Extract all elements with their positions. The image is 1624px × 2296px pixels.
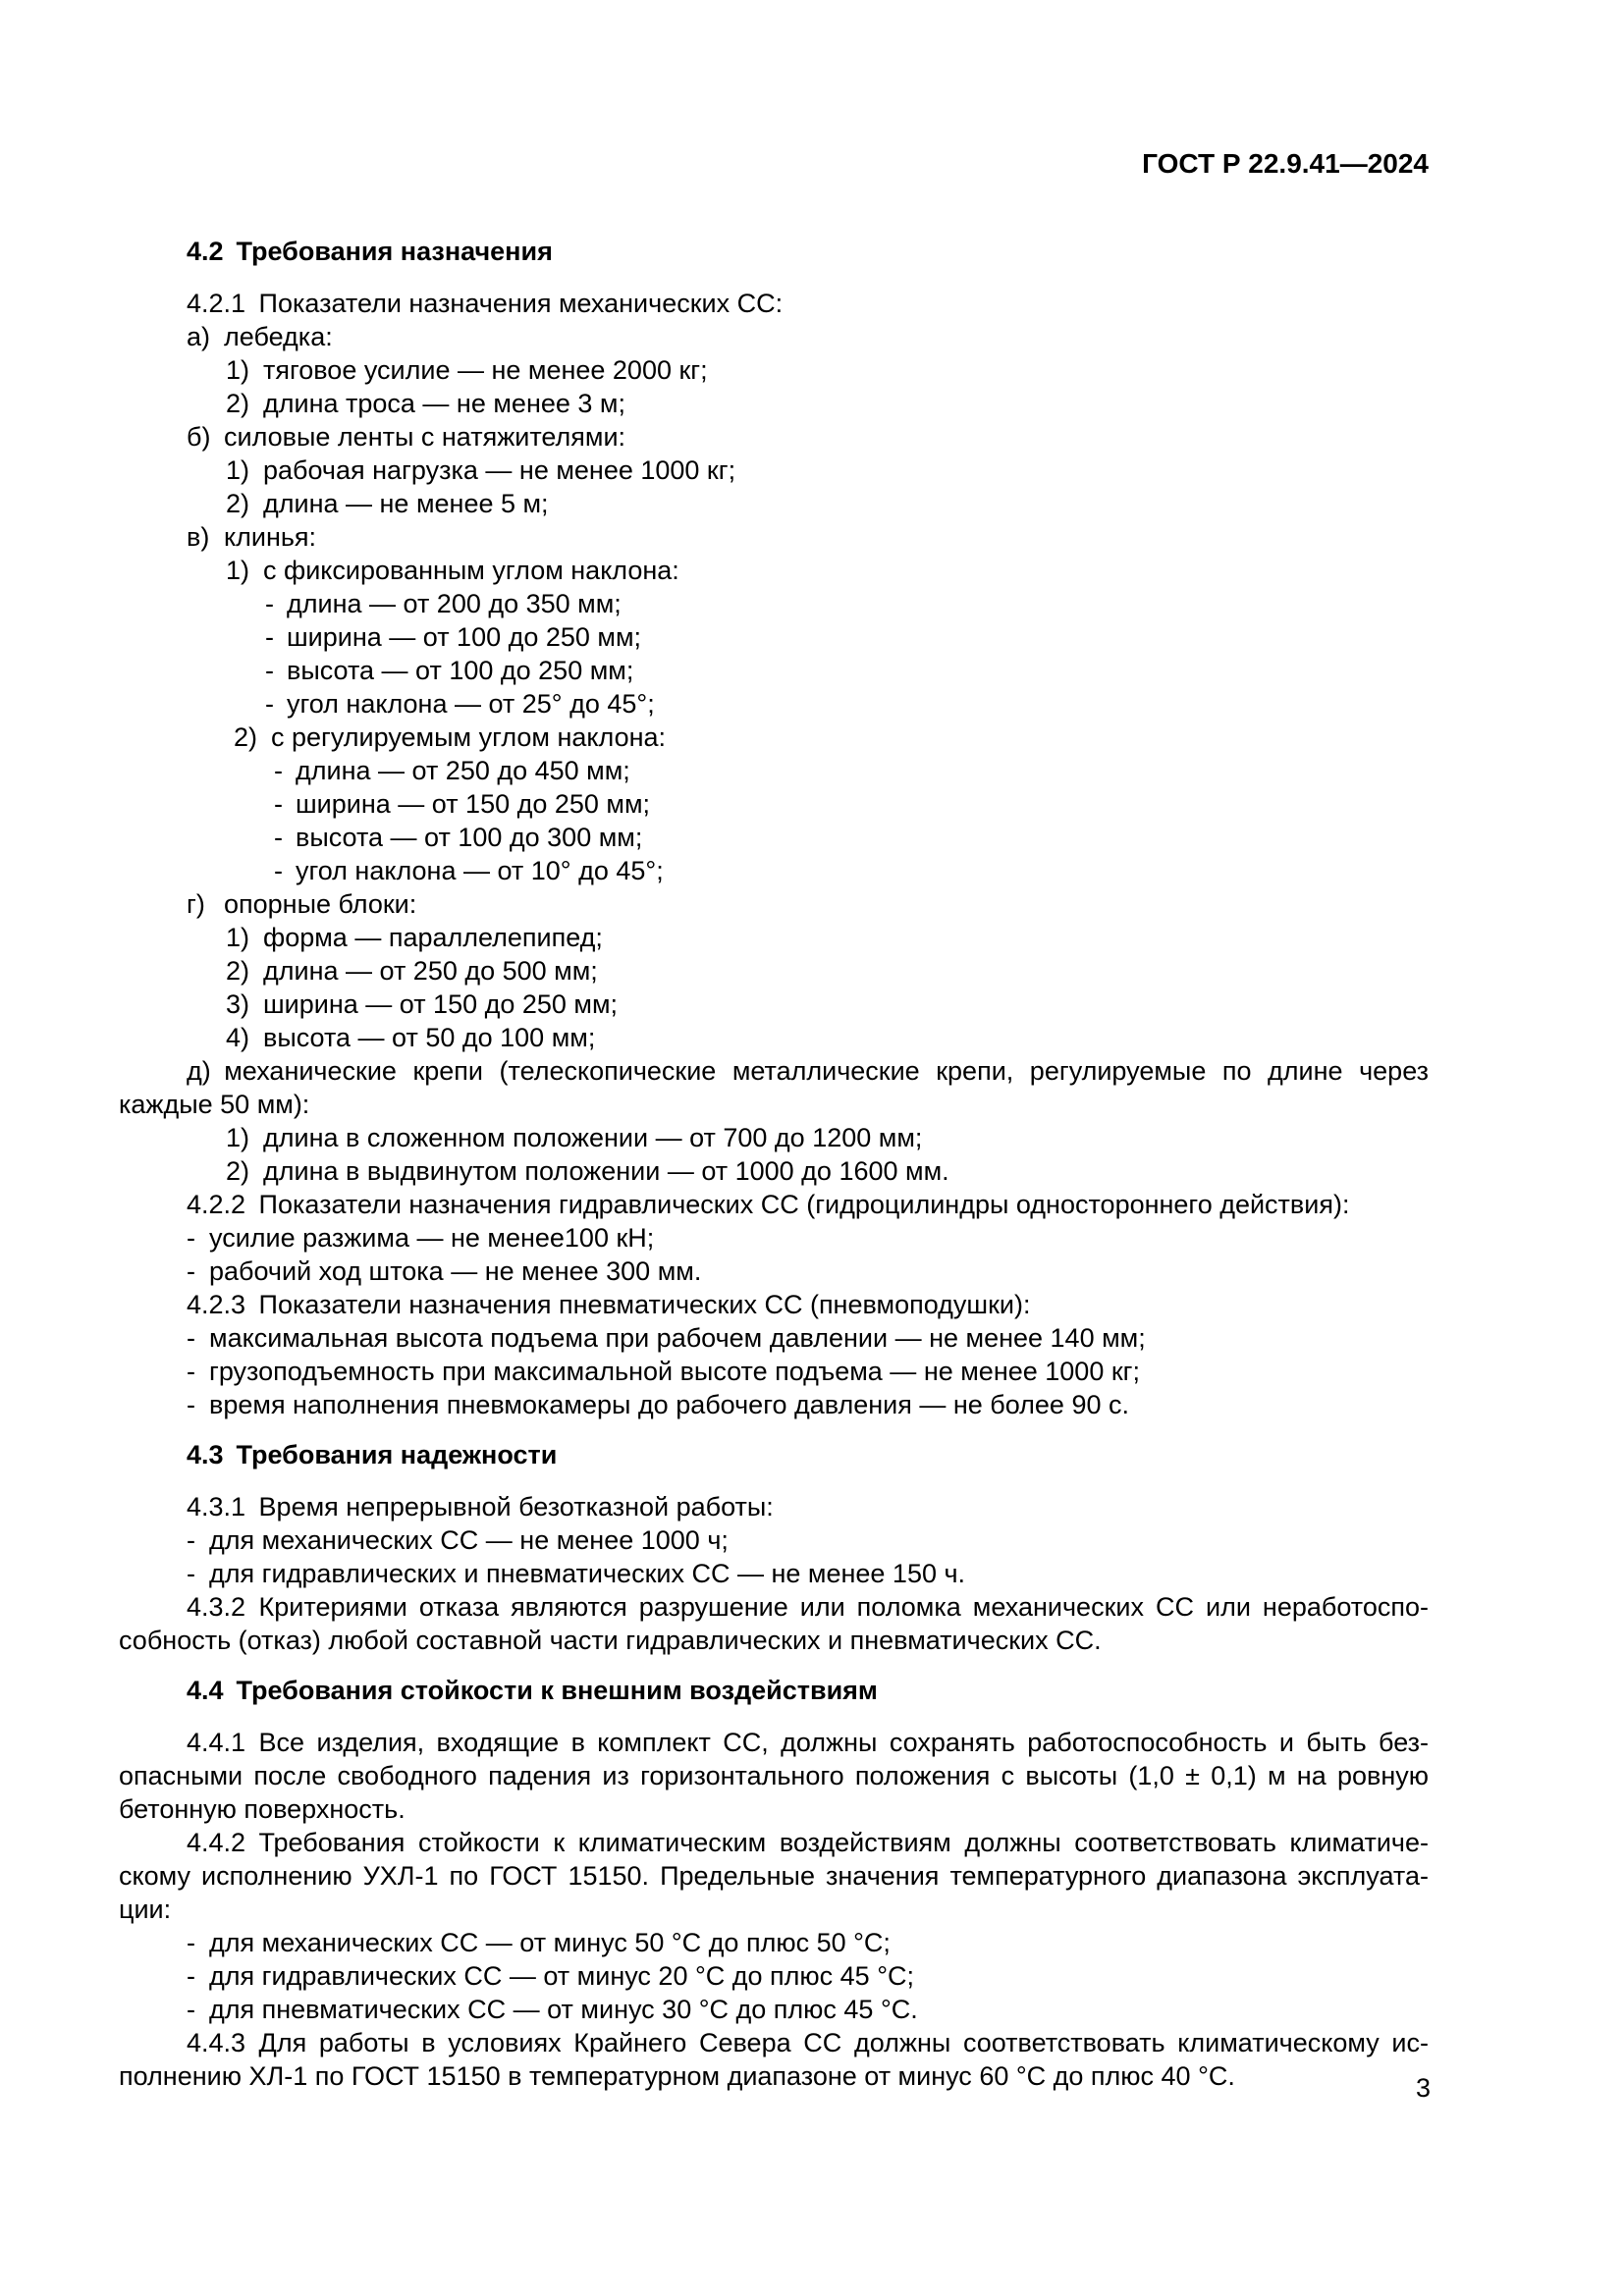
paragraph: 4.3.1 Время непрерывной безотказной работы: bbox=[187, 1492, 774, 1522]
list-item-text: для гидравлических и пневматических СС — не менее 150 ч. bbox=[209, 1559, 966, 1588]
list-marker: - bbox=[187, 1223, 195, 1253]
list-marker: - bbox=[187, 1995, 195, 2024]
list-item bbox=[119, 887, 1429, 921]
list-item-text: для механических СС — от минус 50 °С до плюс 50 °С; bbox=[209, 1928, 891, 1957]
list-item-text: высота — от 50 до 100 мм; bbox=[263, 1023, 596, 1052]
list-item-text: форма — параллелепипед; bbox=[263, 923, 603, 952]
list-item-text: высота — от 100 до 300 мм; bbox=[296, 823, 643, 852]
list-item bbox=[119, 1355, 1429, 1388]
list-item bbox=[119, 1154, 1429, 1188]
list-item-text: рабочая нагрузка — не менее 1000 кг; bbox=[263, 455, 736, 485]
list-marker: 2) bbox=[226, 1156, 250, 1186]
list-marker: - bbox=[265, 589, 274, 618]
list-item-text: длина — от 250 до 450 мм; bbox=[296, 756, 630, 785]
list-item-text: для механических СС — не менее 1000 ч; bbox=[209, 1525, 729, 1555]
list-item bbox=[119, 454, 1429, 487]
list-marker: 1) bbox=[226, 355, 250, 385]
list-item bbox=[119, 554, 1429, 587]
list-item-text: для гидравлических СС — от минус 20 °С до плюс 45 °С; bbox=[209, 1961, 914, 1991]
list-marker: а) bbox=[187, 322, 211, 351]
list-item-text: с регулируемым углом наклона: bbox=[271, 722, 667, 752]
list-item bbox=[119, 921, 1429, 954]
section-title: Требования надежности bbox=[236, 1440, 558, 1469]
list-marker: 4) bbox=[226, 1023, 250, 1052]
paragraph: 4.4.1 Все изделия, входящие в комплект СС, должны сохранять работоспособность и быть безопасными после свободного падения из горизонтального положения с высоты (1,0 ± 0,1) м на ровную бетонную поверхность. bbox=[119, 1728, 1429, 1824]
list-item bbox=[119, 854, 1429, 887]
paragraph: д) механические крепи (телескопические металлические крепи, регулируемые по длине через каждые 50 мм): bbox=[119, 1056, 1429, 1119]
list-item bbox=[119, 821, 1429, 854]
list-marker: 3) bbox=[226, 989, 250, 1019]
list-item bbox=[119, 687, 1429, 721]
list-item-text: тяговое усилие — не менее 2000 кг; bbox=[263, 355, 708, 385]
section-number: 4.4 bbox=[187, 1676, 224, 1705]
list-item-text: длина в сложенном положении — от 700 до 1200 мм; bbox=[263, 1123, 923, 1152]
list-item-text: силовые ленты с натяжителями: bbox=[224, 422, 626, 452]
list-marker: - bbox=[187, 1256, 195, 1286]
list-item bbox=[119, 1255, 1429, 1288]
list-item bbox=[119, 1926, 1429, 1959]
list-marker: - bbox=[274, 856, 283, 885]
list-item-text: рабочий ход штока — не менее 300 мм. bbox=[209, 1256, 702, 1286]
list-item-text: ширина — от 150 до 250 мм; bbox=[296, 789, 651, 819]
list-marker: - bbox=[187, 1357, 195, 1386]
list-item-text: клинья: bbox=[224, 522, 317, 552]
list-item-text: длина — не менее 5 м; bbox=[263, 489, 549, 518]
document-code: ГОСТ Р 22.9.41—2024 bbox=[1142, 148, 1429, 179]
paragraph: 4.4.3 Для работы в условиях Крайнего Севера СС должны соответствовать климатическому исполнению ХЛ-1 по ГОСТ 15150 в температурном диапазоне от минус 60 °С до плюс 40 °С. bbox=[119, 2028, 1429, 2091]
list-marker: 1) bbox=[226, 923, 250, 952]
section-title: Требования назначения bbox=[236, 237, 553, 266]
list-item-text: лебедка: bbox=[224, 322, 333, 351]
list-item bbox=[119, 1021, 1429, 1054]
list-item-text: угол наклона — от 10° до 45°; bbox=[296, 856, 664, 885]
section-title: Требования стойкости к внешним воздействиям bbox=[236, 1676, 878, 1705]
list-marker: 2) bbox=[226, 389, 250, 418]
list-item bbox=[119, 1959, 1429, 1993]
list-item bbox=[119, 787, 1429, 821]
list-marker: 2) bbox=[234, 722, 258, 752]
list-item bbox=[119, 1221, 1429, 1255]
list-item-text: грузоподъемность при максимальной высоте подъема — не менее 1000 кг; bbox=[209, 1357, 1140, 1386]
list-marker: - bbox=[187, 1525, 195, 1555]
list-marker: в) bbox=[187, 522, 210, 552]
list-marker: - bbox=[265, 689, 274, 719]
list-item-text: длина — от 250 до 500 мм; bbox=[263, 956, 598, 986]
list-item-text: опорные блоки: bbox=[224, 889, 417, 919]
list-item bbox=[119, 320, 1429, 353]
list-marker: - bbox=[274, 789, 283, 819]
list-marker: 2) bbox=[226, 489, 250, 518]
list-item bbox=[119, 988, 1429, 1021]
list-item bbox=[119, 353, 1429, 387]
page-number: 3 bbox=[1416, 2073, 1432, 2103]
list-marker: 2) bbox=[226, 956, 250, 986]
list-item-text: длина — от 200 до 350 мм; bbox=[287, 589, 622, 618]
list-item bbox=[119, 1388, 1429, 1421]
list-marker: 1) bbox=[226, 1123, 250, 1152]
list-item bbox=[119, 1121, 1429, 1154]
list-marker: 1) bbox=[226, 455, 250, 485]
section-heading bbox=[187, 1438, 1429, 1471]
paragraph: 4.2.2 Показатели назначения гидравлических СС (гидроцилиндры одностороннего действия): bbox=[187, 1190, 1350, 1219]
section-number: 4.3 bbox=[187, 1440, 224, 1469]
list-item-text: ширина — от 150 до 250 мм; bbox=[263, 989, 619, 1019]
list-item bbox=[119, 754, 1429, 787]
list-item-text: длина в выдвинутом положении — от 1000 до 1600 мм. bbox=[263, 1156, 949, 1186]
list-item bbox=[119, 620, 1429, 654]
list-marker: - bbox=[265, 656, 274, 685]
list-marker: - bbox=[274, 823, 283, 852]
list-item bbox=[119, 420, 1429, 454]
list-marker: 1) bbox=[226, 556, 250, 585]
list-item-text: с фиксированным углом наклона: bbox=[263, 556, 679, 585]
list-marker: - bbox=[187, 1390, 195, 1419]
list-item bbox=[119, 587, 1429, 620]
list-item bbox=[119, 954, 1429, 988]
list-marker: - bbox=[274, 756, 283, 785]
list-item-text: высота — от 100 до 250 мм; bbox=[287, 656, 634, 685]
document-body bbox=[119, 218, 1429, 2093]
list-item-text: ширина — от 100 до 250 мм; bbox=[287, 622, 642, 652]
list-item-text: усилие разжима — не менее100 кН; bbox=[209, 1223, 655, 1253]
list-item-text: время наполнения пневмокамеры до рабочего давления — не более 90 с. bbox=[209, 1390, 1129, 1419]
list-marker: б) bbox=[187, 422, 211, 452]
list-item-text: для пневматических СС — от минус 30 °С до плюс 45 °С. bbox=[209, 1995, 918, 2024]
list-marker: - bbox=[187, 1928, 195, 1957]
paragraph: 4.4.2 Требования стойкости к климатическим воздействиям должны соответствовать климатическому исполнению УХЛ-1 по ГОСТ 15150. Предельные значения температурного диапазона эксплуатации: bbox=[119, 1828, 1429, 1924]
list-item bbox=[119, 654, 1429, 687]
list-marker: - bbox=[187, 1559, 195, 1588]
list-item bbox=[119, 721, 1429, 754]
paragraph: 4.2.1 Показатели назначения механических СС: bbox=[187, 289, 784, 318]
paragraph: 4.3.2 Критериями отказа являются разрушение или поломка механических СС или неработоспособность (отказ) любой составной части гидравлических и пневматических СС. bbox=[119, 1592, 1429, 1655]
list-item bbox=[119, 1321, 1429, 1355]
list-item-text: длина троса — не менее 3 м; bbox=[263, 389, 625, 418]
list-item bbox=[119, 487, 1429, 520]
list-item-text: угол наклона — от 25° до 45°; bbox=[287, 689, 655, 719]
list-item bbox=[119, 1523, 1429, 1557]
list-marker: - bbox=[187, 1323, 195, 1353]
list-item bbox=[119, 1557, 1429, 1590]
list-marker: г) bbox=[187, 889, 205, 919]
paragraph: 4.2.3 Показатели назначения пневматических СС (пневмоподушки): bbox=[187, 1290, 1031, 1319]
list-item-text: максимальная высота подъема при рабочем давлении — не менее 140 мм; bbox=[209, 1323, 1146, 1353]
list-item bbox=[119, 1993, 1429, 2026]
list-item bbox=[119, 387, 1429, 420]
section-heading bbox=[187, 235, 1429, 268]
list-item bbox=[119, 520, 1429, 554]
list-marker: - bbox=[265, 622, 274, 652]
section-number: 4.2 bbox=[187, 237, 224, 266]
section-heading bbox=[187, 1674, 1429, 1707]
list-marker: - bbox=[187, 1961, 195, 1991]
